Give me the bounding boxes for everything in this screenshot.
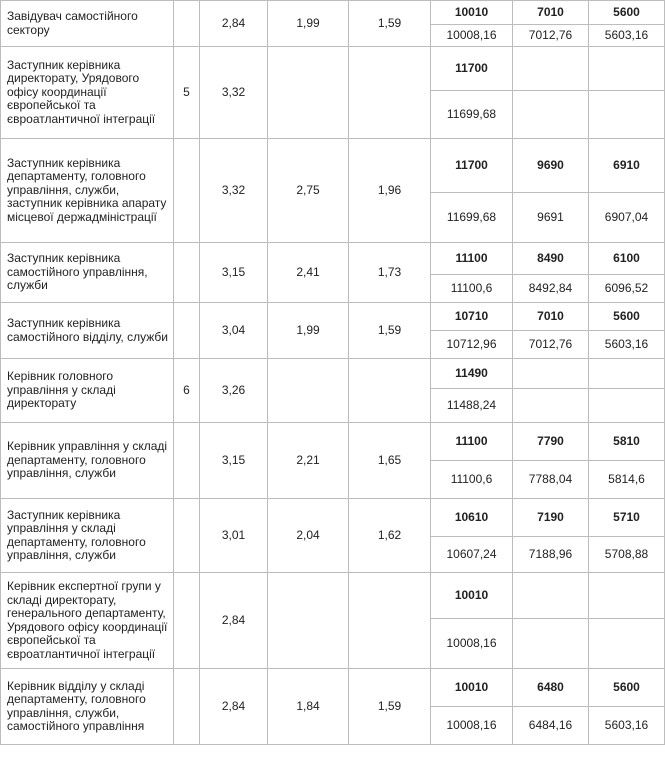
salary-exact-c xyxy=(589,619,665,669)
group-number: 6 xyxy=(174,359,200,423)
salary-exact-b xyxy=(513,619,589,669)
salary-rounded-c: 6910 xyxy=(589,139,665,193)
coefficient-b xyxy=(268,47,349,139)
position-title: Керівник відділу у складі департаменту, головного управління, служби, самостійного управління xyxy=(1,669,174,745)
coefficient-b: 1,99 xyxy=(268,1,349,47)
salary-rounded-c: 5600 xyxy=(589,669,665,707)
position-title: Керівник головного управління у складі директорату xyxy=(1,359,174,423)
salary-rounded-c: 5600 xyxy=(589,1,665,25)
coefficient-a: 2,84 xyxy=(200,573,268,669)
salary-exact-a: 11699,68 xyxy=(431,91,513,139)
salary-rounded-c: 5810 xyxy=(589,423,665,461)
coefficient-b: 1,99 xyxy=(268,303,349,359)
coefficient-b: 1,84 xyxy=(268,669,349,745)
coefficient-c xyxy=(349,47,431,139)
salary-exact-b xyxy=(513,389,589,423)
salary-rounded-b: 7010 xyxy=(513,1,589,25)
coefficient-c: 1,62 xyxy=(349,499,431,573)
position-title: Керівник експертної групи у складі директорату, генерального департаменту, Урядового офісу координації європейської та євроатлантичної інтеграції xyxy=(1,573,174,669)
coefficient-a: 3,15 xyxy=(200,423,268,499)
position-title: Керівник управління у складі департаменту, головного управління, служби xyxy=(1,423,174,499)
position-title: Завідувач самостійного сектору xyxy=(1,1,174,47)
table-row xyxy=(1,139,665,193)
salary-exact-c xyxy=(589,389,665,423)
salary-exact-b: 6484,16 xyxy=(513,707,589,745)
coefficient-a: 3,04 xyxy=(200,303,268,359)
group-number xyxy=(174,573,200,669)
salary-rounded-c: 5710 xyxy=(589,499,665,537)
salary-rounded-a: 11700 xyxy=(431,47,513,91)
salary-exact-a: 10008,16 xyxy=(431,707,513,745)
coefficient-a: 3,32 xyxy=(200,139,268,243)
coefficient-c: 1,96 xyxy=(349,139,431,243)
salary-rounded-b xyxy=(513,573,589,619)
coefficient-a: 2,84 xyxy=(200,1,268,47)
salary-rounded-a: 11700 xyxy=(431,139,513,193)
salary-exact-b: 9691 xyxy=(513,193,589,243)
salary-rounded-b: 7790 xyxy=(513,423,589,461)
coefficient-b: 2,04 xyxy=(268,499,349,573)
salary-rounded-b: 7010 xyxy=(513,303,589,331)
salary-rounded-b: 7190 xyxy=(513,499,589,537)
table-row xyxy=(1,573,665,619)
salary-exact-a: 10008,16 xyxy=(431,619,513,669)
table-row xyxy=(1,499,665,537)
coefficient-c xyxy=(349,359,431,423)
salary-exact-b: 7788,04 xyxy=(513,461,589,499)
salary-rounded-b xyxy=(513,47,589,91)
position-title: Заступник керівника департаменту, головного управління, служби, заступник керівника апарату місцевої держадміністрації xyxy=(1,139,174,243)
table-row xyxy=(1,359,665,389)
coefficient-c xyxy=(349,573,431,669)
salary-rounded-a: 10010 xyxy=(431,1,513,25)
salary-rounded-b: 6480 xyxy=(513,669,589,707)
coefficient-a: 2,84 xyxy=(200,669,268,745)
salary-rounded-a: 10010 xyxy=(431,573,513,619)
salary-exact-c: 5603,16 xyxy=(589,25,665,47)
salary-exact-a: 10607,24 xyxy=(431,537,513,573)
salary-exact-b xyxy=(513,91,589,139)
coefficient-b: 2,41 xyxy=(268,243,349,303)
coefficient-b: 2,75 xyxy=(268,139,349,243)
coefficient-b xyxy=(268,359,349,423)
salary-exact-b: 7012,76 xyxy=(513,25,589,47)
salary-rounded-c: 6100 xyxy=(589,243,665,275)
salary-exact-a: 11699,68 xyxy=(431,193,513,243)
table-row xyxy=(1,47,665,91)
salary-rounded-b: 8490 xyxy=(513,243,589,275)
salary-exact-a: 10712,96 xyxy=(431,331,513,359)
group-number xyxy=(174,669,200,745)
coefficient-c: 1,65 xyxy=(349,423,431,499)
salary-rounded-a: 11100 xyxy=(431,423,513,461)
salary-rounded-b: 9690 xyxy=(513,139,589,193)
table-row xyxy=(1,243,665,275)
salary-rounded-c xyxy=(589,47,665,91)
group-number xyxy=(174,423,200,499)
position-title: Заступник керівника самостійного відділу, служби xyxy=(1,303,174,359)
table-row xyxy=(1,1,665,25)
group-number xyxy=(174,499,200,573)
salary-exact-b: 8492,84 xyxy=(513,275,589,303)
salary-rounded-a: 11490 xyxy=(431,359,513,389)
position-title: Заступник керівника директорату, Урядового офісу координації європейської та євроатлантичної інтеграції xyxy=(1,47,174,139)
coefficient-b xyxy=(268,573,349,669)
group-number xyxy=(174,139,200,243)
salary-exact-a: 11100,6 xyxy=(431,461,513,499)
coefficient-a: 3,26 xyxy=(200,359,268,423)
coefficient-c: 1,59 xyxy=(349,669,431,745)
salary-exact-a: 10008,16 xyxy=(431,25,513,47)
salary-exact-c: 6907,04 xyxy=(589,193,665,243)
table-row xyxy=(1,423,665,461)
salary-exact-a: 11100,6 xyxy=(431,275,513,303)
salary-rounded-a: 11100 xyxy=(431,243,513,275)
coefficient-c: 1,59 xyxy=(349,1,431,47)
coefficient-a: 3,32 xyxy=(200,47,268,139)
coefficient-b: 2,21 xyxy=(268,423,349,499)
salary-exact-b: 7012,76 xyxy=(513,331,589,359)
coefficient-c: 1,73 xyxy=(349,243,431,303)
salary-rounded-a: 10710 xyxy=(431,303,513,331)
position-title: Заступник керівника самостійного управління, служби xyxy=(1,243,174,303)
salary-table-body xyxy=(1,1,665,745)
coefficient-c: 1,59 xyxy=(349,303,431,359)
coefficient-a: 3,15 xyxy=(200,243,268,303)
coefficient-a: 3,01 xyxy=(200,499,268,573)
salary-exact-c: 5814,6 xyxy=(589,461,665,499)
group-number xyxy=(174,303,200,359)
salary-rounded-b xyxy=(513,359,589,389)
salary-exact-b: 7188,96 xyxy=(513,537,589,573)
salary-exact-c: 5603,16 xyxy=(589,707,665,745)
salary-rounded-c: 5600 xyxy=(589,303,665,331)
salary-rounded-c xyxy=(589,359,665,389)
position-title: Заступник керівника управління у складі департаменту, головного управління, служби xyxy=(1,499,174,573)
table-row xyxy=(1,303,665,331)
salary-exact-c xyxy=(589,91,665,139)
group-number xyxy=(174,243,200,303)
salary-exact-c: 6096,52 xyxy=(589,275,665,303)
salary-rounded-a: 10010 xyxy=(431,669,513,707)
salary-exact-a: 11488,24 xyxy=(431,389,513,423)
salary-rounded-c xyxy=(589,573,665,619)
salary-rounded-a: 10610 xyxy=(431,499,513,537)
group-number: 5 xyxy=(174,47,200,139)
group-number xyxy=(174,1,200,47)
table-row xyxy=(1,669,665,707)
salary-exact-c: 5708,88 xyxy=(589,537,665,573)
salary-exact-c: 5603,16 xyxy=(589,331,665,359)
